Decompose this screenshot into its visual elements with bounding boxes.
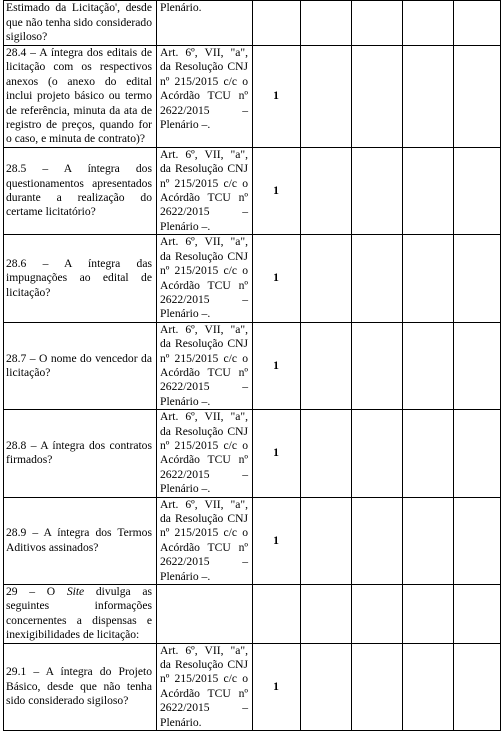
empty-cell [454,1,501,46]
table-row [4,147,501,234]
question-prefix: 29 – O [6,585,67,599]
legal-basis-cell: Art. 6º, VII, "a", da Resolução CNJ nº 215/2015 c/c o Acórdão TCU nº 2622/2015 – Plenário –. [157,497,253,584]
legal-basis-cell: Art. 6º, VII, "a", da Resolução CNJ nº 215/2015 c/c o Acórdão TCU nº 2622/2015 – Plenário –. [157,322,253,409]
legal-basis-cell: Art. 6º, VII, "a", da Resolução CNJ nº 215/2015 c/c o Acórdão TCU nº 2622/2015 – Plenário –. [157,235,253,322]
empty-cell [403,497,454,584]
question-cell: 29.1 – A íntegra do Projeto Básico, desde que não tenha sido considerado sigiloso? [4,643,157,730]
legal-basis-cell: Art. 6º, VII, "a", da Resolução CNJ nº 215/2015 c/c o Acórdão TCU nº 2622/2015 – Plenário. [157,643,253,730]
transparency-checklist-table [3,0,501,731]
empty-cell [301,235,352,322]
empty-cell [301,322,352,409]
empty-cell [352,235,403,322]
table-row [4,1,501,46]
empty-cell [454,46,501,148]
table-row [4,322,501,409]
empty-cell [352,322,403,409]
question-cell: 28.9 – A íntegra dos Termos Aditivos assinados? [4,497,157,584]
score-cell: 1 [253,235,301,322]
empty-cell [454,497,501,584]
empty-cell [403,46,454,148]
empty-cell [454,585,501,644]
table-row [4,643,501,730]
empty-cell [301,585,352,644]
score-cell: 1 [253,410,301,497]
empty-cell [403,147,454,234]
score-cell: 1 [253,322,301,409]
legal-basis-cell: Plenário. [157,1,253,46]
score-cell [253,585,301,644]
empty-cell [403,410,454,497]
question-cell: Estimado da Licitação', desde que não tenha sido considerado sigiloso? [4,1,157,46]
table-row [4,410,501,497]
question-text: divulga as seguintes informações concernentes a dispensas e inexigibilidades de licitação: [6,585,152,642]
table-row [4,46,501,148]
question-cell [4,585,157,644]
empty-cell [301,1,352,46]
legal-basis-cell: Art. 6º, VII, "a", da Resolução CNJ nº 215/2015 c/c o Acórdão TCU nº 2622/2015 – Plenário –. [157,147,253,234]
empty-cell [352,147,403,234]
score-cell: 1 [253,497,301,584]
table-row [4,585,501,644]
empty-cell [403,643,454,730]
legal-basis-cell: Art. 6º, VII, "a", da Resolução CNJ nº 215/2015 c/c o Acórdão TCU nº 2622/2015 – Plenário –. [157,410,253,497]
empty-cell [454,147,501,234]
score-cell [253,1,301,46]
legal-basis-cell: Art. 6º, VII, "a", da Resolução CNJ nº 215/2015 c/c o Acórdão TCU nº 2622/2015 – Plenário –. [157,46,253,148]
legal-basis-cell [157,585,253,644]
empty-cell [403,585,454,644]
question-cell: 28.4 – A íntegra dos editais de licitação com os respectivos anexos (o anexo do edital inclui projeto básico ou termo de referência, minuta da ata de registro de preços, quando for o caso, e minuta de contrato)? [4,46,157,148]
table-row [4,235,501,322]
question-cell: 28.7 – O nome do vencedor da licitação? [4,322,157,409]
empty-cell [454,410,501,497]
empty-cell [301,147,352,234]
empty-cell [352,410,403,497]
empty-cell [403,1,454,46]
table-row [4,497,501,584]
empty-cell [403,322,454,409]
empty-cell [454,235,501,322]
empty-cell [352,643,403,730]
score-cell: 1 [253,643,301,730]
empty-cell [301,46,352,148]
empty-cell [403,235,454,322]
empty-cell [352,1,403,46]
question-cell: 28.6 – A íntegra das impugnações ao edital de licitação? [4,235,157,322]
score-cell: 1 [253,147,301,234]
empty-cell [454,322,501,409]
score-cell: 1 [253,46,301,148]
empty-cell [301,497,352,584]
question-cell: 28.8 – A íntegra dos contratos firmados? [4,410,157,497]
empty-cell [352,497,403,584]
question-cell: 28.5 – A íntegra dos questionamentos apresentados durante a realização do certame licitatório? [4,147,157,234]
empty-cell [454,643,501,730]
site-term: Site [66,585,85,599]
empty-cell [301,410,352,497]
empty-cell [352,585,403,644]
empty-cell [301,643,352,730]
empty-cell [352,46,403,148]
